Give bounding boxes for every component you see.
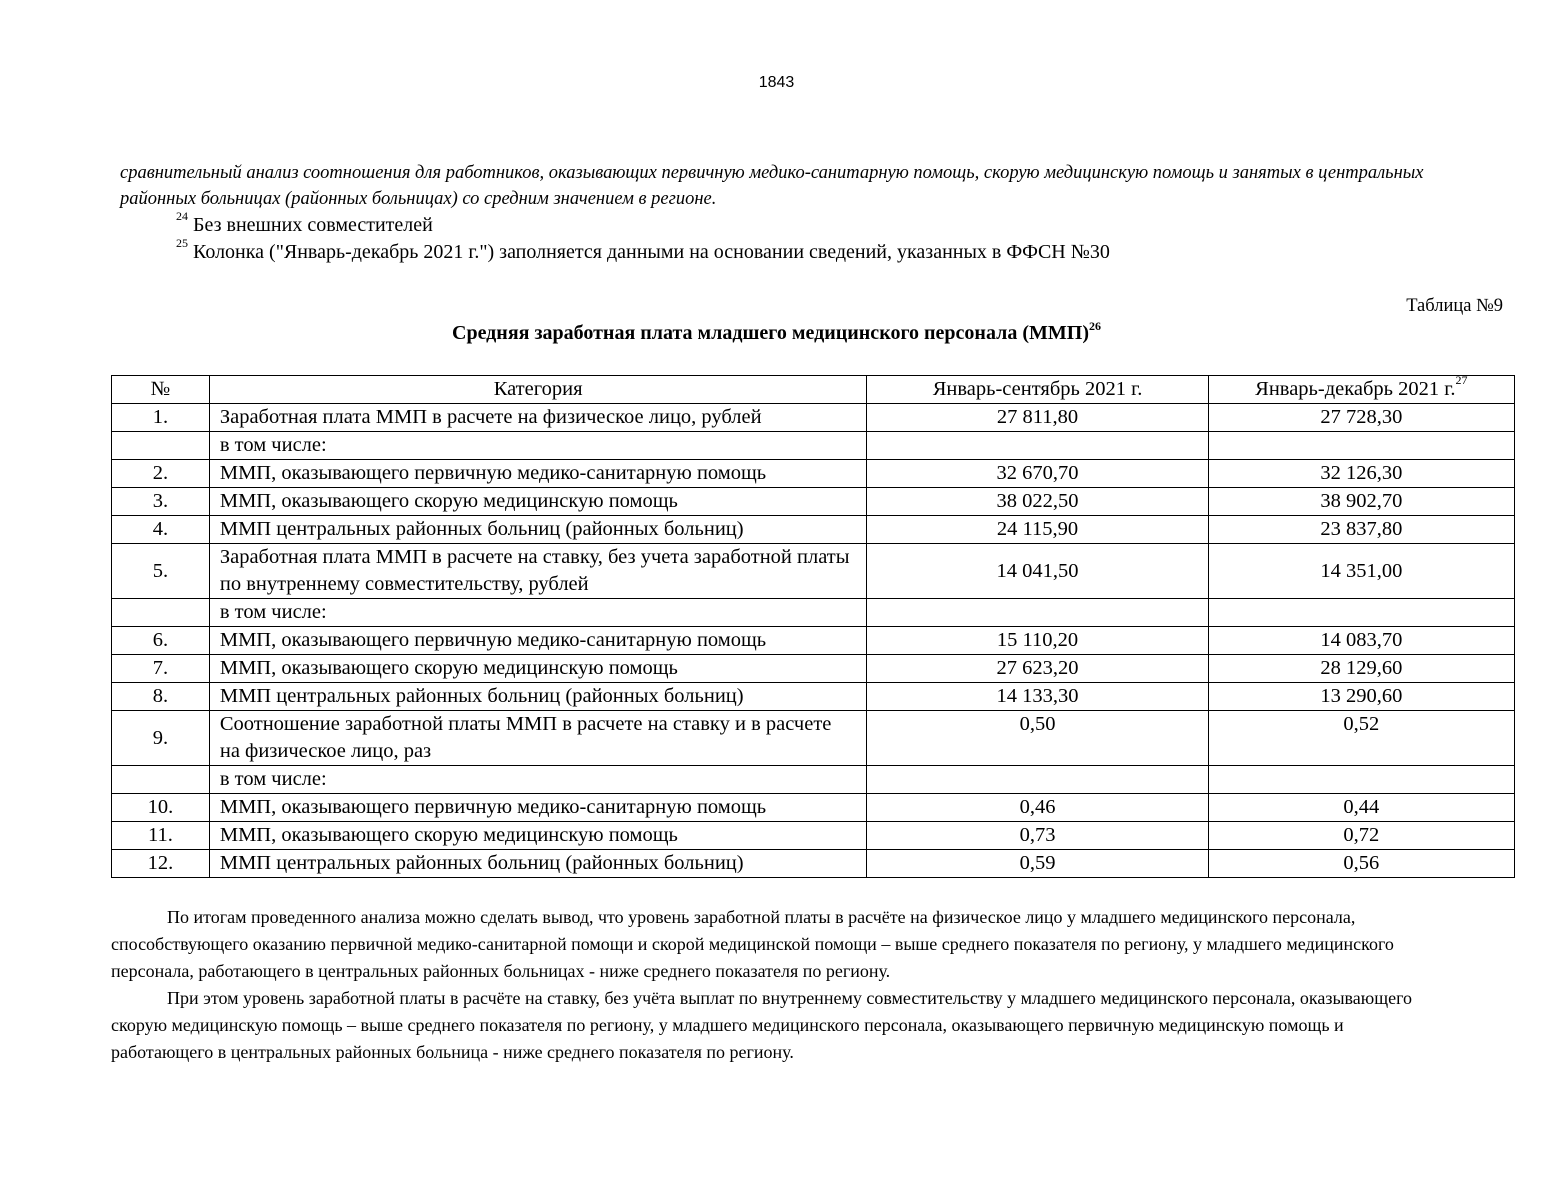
cell-num: 4.	[112, 516, 210, 544]
salary-table	[111, 375, 1515, 878]
cell-period1: 15 110,20	[867, 627, 1208, 655]
footnote-24	[120, 209, 1460, 239]
table-row	[112, 599, 1515, 627]
table-row	[112, 794, 1515, 822]
cell-category: ММП, оказывающего первичную медико-санитарную помощь	[209, 460, 867, 488]
table-row	[112, 711, 1515, 766]
table-row	[112, 544, 1515, 599]
cell-period1	[867, 432, 1208, 460]
cell-num: 1.	[112, 404, 210, 432]
cell-num: 11.	[112, 822, 210, 850]
footnote-mark: 25	[176, 236, 188, 250]
table-row	[112, 460, 1515, 488]
conclusion-section	[111, 904, 1441, 1066]
page-number: 1843	[758, 74, 795, 91]
table-row	[112, 488, 1515, 516]
footnote-25	[120, 236, 1460, 266]
cell-period2: 23 837,80	[1208, 516, 1514, 544]
table-row	[112, 850, 1515, 878]
cell-num	[112, 432, 210, 460]
cell-period1: 0,73	[867, 822, 1208, 850]
cell-category: ММП, оказывающего скорую медицинскую помощь	[209, 655, 867, 683]
cell-num: 6.	[112, 627, 210, 655]
cell-num	[112, 766, 210, 794]
cell-num: 7.	[112, 655, 210, 683]
cell-period1: 38 022,50	[867, 488, 1208, 516]
cell-period1	[867, 766, 1208, 794]
table-row	[112, 627, 1515, 655]
header-category: Категория	[209, 376, 867, 404]
cell-period2: 14 351,00	[1208, 544, 1514, 599]
table-row	[112, 655, 1515, 683]
cell-period2: 38 902,70	[1208, 488, 1514, 516]
header-period2-text: Январь-декабрь 2021 г.	[1255, 378, 1456, 400]
cell-period2	[1208, 599, 1514, 627]
cell-category: ММП центральных районных больниц (районных больниц)	[209, 683, 867, 711]
cell-period1: 0,46	[867, 794, 1208, 822]
cell-period1: 27 623,20	[867, 655, 1208, 683]
table-body	[112, 404, 1515, 878]
cell-period2: 0,44	[1208, 794, 1514, 822]
table-title-footnote-mark: 26	[1088, 319, 1101, 333]
cell-category: ММП, оказывающего скорую медицинскую помощь	[209, 822, 867, 850]
cell-period2: 0,52	[1208, 711, 1514, 766]
table-row	[112, 683, 1515, 711]
cell-num: 5.	[112, 544, 210, 599]
cell-num: 9.	[112, 711, 210, 766]
cell-category: ММП, оказывающего скорую медицинскую помощь	[209, 488, 867, 516]
table-title-text: Средняя заработная плата младшего медицинского персонала (ММП)	[452, 322, 1089, 344]
table-row	[112, 516, 1515, 544]
table-header-row	[112, 376, 1515, 404]
cell-period1: 14 041,50	[867, 544, 1208, 599]
footnote-text: Без внешних совместителей	[193, 214, 433, 236]
cell-category: в том числе:	[209, 432, 867, 460]
cell-period2: 0,56	[1208, 850, 1514, 878]
header-period1: Январь-сентябрь 2021 г.	[867, 376, 1208, 404]
cell-period1: 0,50	[867, 711, 1208, 766]
cell-num: 3.	[112, 488, 210, 516]
cell-category: ММП, оказывающего первичную медико-санитарную помощь	[209, 627, 867, 655]
conclusion-paragraph-2: При этом уровень заработной платы в расчёте на ставку, без учёта выплат по внутреннему совместительству у младшего медицинского персонала, оказывающего скорую медицинскую помощь – выше среднего показателя по региону, у младшего медицинского персонала, оказывающего первичную медицинскую помощь и работающего в центральных районных больница - ниже среднего показателя по региону.	[111, 988, 1413, 1062]
cell-period2: 0,72	[1208, 822, 1514, 850]
table-title	[0, 319, 1553, 345]
cell-period2: 27 728,30	[1208, 404, 1514, 432]
table-row	[112, 766, 1515, 794]
cell-period1: 0,59	[867, 850, 1208, 878]
cell-num: 12.	[112, 850, 210, 878]
table-row	[112, 432, 1515, 460]
cell-category: в том числе:	[209, 599, 867, 627]
cell-category: ММП, оказывающего первичную медико-санитарную помощь	[209, 794, 867, 822]
cell-period1	[867, 599, 1208, 627]
footnote-text: Колонка ("Январь-декабрь 2021 г.") заполняется данными на основании сведений, указанных в ФФСН №30	[193, 241, 1110, 263]
cell-num: 8.	[112, 683, 210, 711]
cell-period1: 27 811,80	[867, 404, 1208, 432]
cell-category: Соотношение заработной платы ММП в расчете на ставку и в расчете на физическое лицо, раз	[209, 711, 867, 766]
cell-period2: 13 290,60	[1208, 683, 1514, 711]
cell-period2: 32 126,30	[1208, 460, 1514, 488]
cell-num	[112, 599, 210, 627]
cell-period1: 24 115,90	[867, 516, 1208, 544]
cell-num: 10.	[112, 794, 210, 822]
cell-category: ММП центральных районных больниц (районных больниц)	[209, 516, 867, 544]
conclusion-paragraph-1: По итогам проведенного анализа можно сделать вывод, что уровень заработной платы в расчёте на физическое лицо у младшего медицинского персонала, способствующего оказанию первичной медико-санитарной помощи и скорой медицинской помощи – выше среднего показателя по региону, у младшего медицинского персонала, работающего в центральных районных больницах - ниже среднего показателя по региону.	[111, 907, 1394, 981]
cell-period2	[1208, 432, 1514, 460]
cell-num: 2.	[112, 460, 210, 488]
intro-italic-text: сравнительный анализ соотношения для работников, оказывающих первичную медико-санитарную помощь, скорую медицинскую помощь и занятых в центральных районных больницах (районных больницах) со средним значением в регионе.	[120, 163, 1424, 209]
table-row	[112, 404, 1515, 432]
table-row	[112, 822, 1515, 850]
table-label: Таблица №9	[1406, 296, 1503, 316]
header-period2-footnote-mark: 27	[1455, 373, 1468, 387]
cell-period2: 14 083,70	[1208, 627, 1514, 655]
footnote-mark: 24	[176, 209, 188, 223]
cell-category: в том числе:	[209, 766, 867, 794]
header-num: №	[112, 376, 210, 404]
cell-category: ММП центральных районных больниц (районных больниц)	[209, 850, 867, 878]
cell-period1: 32 670,70	[867, 460, 1208, 488]
cell-category: Заработная плата ММП в расчете на физическое лицо, рублей	[209, 404, 867, 432]
header-period2	[1208, 373, 1514, 404]
cell-period1: 14 133,30	[867, 683, 1208, 711]
cell-category: Заработная плата ММП в расчете на ставку, без учета заработной платы по внутреннему совместительству, рублей	[209, 544, 867, 599]
cell-period2: 28 129,60	[1208, 655, 1514, 683]
cell-period2	[1208, 766, 1514, 794]
intro-section	[120, 160, 1460, 266]
